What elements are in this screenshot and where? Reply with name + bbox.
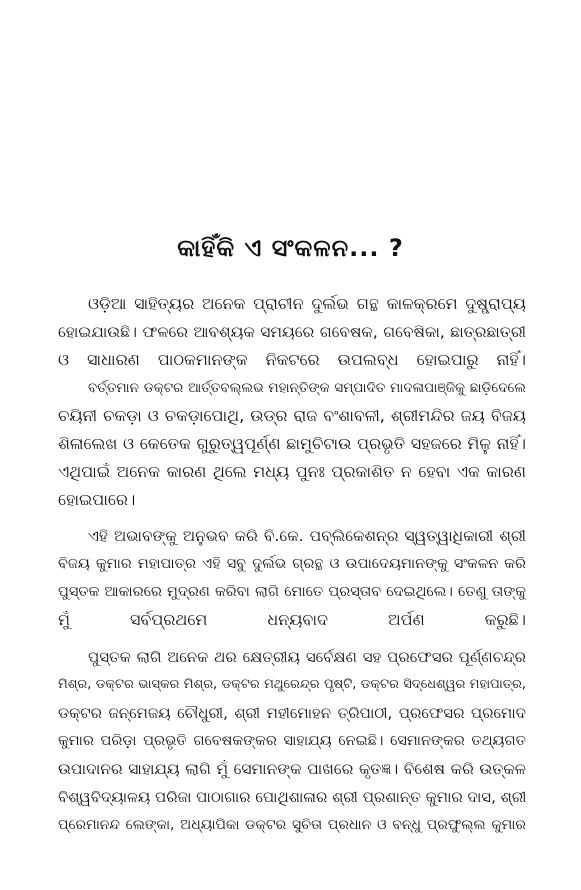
text-line: ପ୍ରେମାନନ୍ଦ ଲେଙ୍କା, ଅଧ୍ୟାପିକା ଡକ୍ଟର ସୁଚିତା ପ୍ରଧାନ ଓ ବନ୍ଧୁ ପ୍ରଫୁଲ୍ଲ କୁମାର: [58, 817, 526, 833]
text-line: ପୁସ୍ତକ ଲାଗି ଅନେକ ଥର କ୍ଷେତ୍ରୀୟ ସର୍ବେକ୍ଷଣ ସହ ପ୍ରଫେସର ପୂର୍ଣ୍ଣଚନ୍ଦ୍ର: [88, 648, 526, 666]
text-line: ଚୟିନୀ ଚକଡ଼ା ଓ ଚକଡ଼ାପୋଥି, ଉଡ୍ର ରାଜ ବଂଶାବଳୀ, ଶ୍ରୀମନ୍ଦିର ଜୟ ବିଜୟ: [58, 406, 526, 425]
text-line: ମୁଁ ସର୍ବପ୍ରଥମେ ଧନ୍ୟବାଦ ଅର୍ପଣ କରୁଛି।: [58, 610, 526, 629]
text-line: ମିଶ୍ର, ଡକ୍ଟର ଭାସ୍କର ମିଶ୍ର, ଡକ୍ଟର ମଥୁରେନ୍ଦ୍ର ପୃଷ୍ଟି, ଡକ୍ଟର ସିଦ୍ଧେଶ୍ୱର ମହାପାତ୍ର,: [58, 677, 526, 692]
paragraph-4: [58, 643, 526, 839]
text-line: ଏହି ଅଭାବଙ୍କୁ ଅନୁଭବ କରି ବି.କେ. ପବ୍ଲିକେଶନ୍‌ର ସ୍ୱତ୍ୱାଧିକାରୀ ଶ୍ରୀ: [88, 527, 526, 545]
text-line: ବର୍ତ୍ତମାନ ଡକ୍ଟର ଆର୍ତ୍ତବଲ୍ଲଭ ମହାନ୍ତିଙ୍କ ସମ୍ପାଦିତ ମାଦଳାପାଞ୍ଜିକୁ ଛାଡ଼ିଦେଲେ: [88, 380, 526, 396]
text-line: ଡକ୍ଟର ଜନ୍ମେଜୟ ଚୌଧୁରୀ, ଶ୍ରୀ ମହୀମୋହନ ତ୍ରିପାଠୀ, ପ୍ରଫେସର ପ୍ରମୋଦ: [58, 704, 526, 722]
paragraph-1: [58, 290, 526, 374]
text-line: ବିଶ୍ୱବିଦ୍ୟାଳୟ ପରିଜା ପାଠାଗାର ପୋଥିଶାଳାର ଶ୍ରୀ ପ୍ରଶାନ୍ତ କୁମାର ଦାସ, ଶ୍ରୀ: [58, 788, 526, 806]
text-line: ଏଥିପାଇଁ ଅନେକ କାରଣ ଥିଲେ ମଧ୍ୟ ପୁନଃ ପ୍ରକାଶିତ ନ ହେବା ଏକ କାରଣ: [58, 462, 526, 481]
text-line: ହୋଇପାରେ।: [58, 490, 136, 509]
paragraph-3: [58, 522, 526, 634]
text-line: ବିଜୟ କୁମାର ମହାପାତ୍ର ଏହି ସବୁ ଦୁର୍ଲଭ ଗ୍ରନ୍ଥ ଓ ଉପାଦେୟମାନଙ୍କୁ ସଂକଳନ କରି: [58, 556, 526, 572]
text-line: ଶିଳାଲେଖ ଓ କେତେକ ଗୁରୁତ୍ୱପୂର୍ଣ୍ଣ ଛାମୁଚିଟାଉ ପ୍ରଭୃତି ସହଜରେ ମିଳୁ ନାହିଁ।: [58, 434, 526, 453]
text-line: ଓଡ଼ିଆ ସାହିତ୍ୟର ଅନେକ ପ୍ରାଚୀନ ଦୁର୍ଲଭ ଗନ୍ଥ କାଳକ୍ରମେ ଦୁଷ୍ପ୍ରାପ୍ୟ: [88, 294, 526, 313]
page-title: କାହିଁକି ଏ ସଂକଳନ... ?: [177, 234, 404, 262]
paragraph-2: [58, 374, 526, 514]
text-line: ପୁସ୍ତକ ଆକାରରେ ମୁଦ୍ରଣ କରିବା ଲାଗି ମୋତେ ପ୍ରସ୍ତାବ ଦେଇଥିଲେ। ତେଣୁ ତାଙ୍କୁ: [58, 584, 526, 600]
text-line: ହୋଇଯାଉଛି। ଫଳରେ ଆବଶ୍ୟକ ସମୟରେ ଗବେଷକ, ଗବେଷିକା, ଛାତ୍ରଛାତ୍ରୀ: [58, 323, 526, 341]
text-line: ଓ ସାଧାରଣ ପାଠକମାନଙ୍କ ନିକଟରେ ଉପଲବ୍ଧ ହୋଇପାରୁ ନାହିଁ।: [58, 350, 526, 369]
text-line: ଉପାଦାନର ସାହାଯ୍ୟ ଲାଗି ମୁଁ ସେମାନଙ୍କ ପାଖରେ କୃତଜ୍ଞ। ବିଶେଷ କରି ଉତ୍କଳ: [58, 760, 526, 778]
text-line: କୁମାର ପରିଡ଼ା ପ୍ରଭୃତି ଗବେଷକଙ୍କର ସାହାଯ୍ୟ ନେଇଛି। ସେମାନଙ୍କର ତଥ୍ୟଗତ: [58, 733, 526, 749]
